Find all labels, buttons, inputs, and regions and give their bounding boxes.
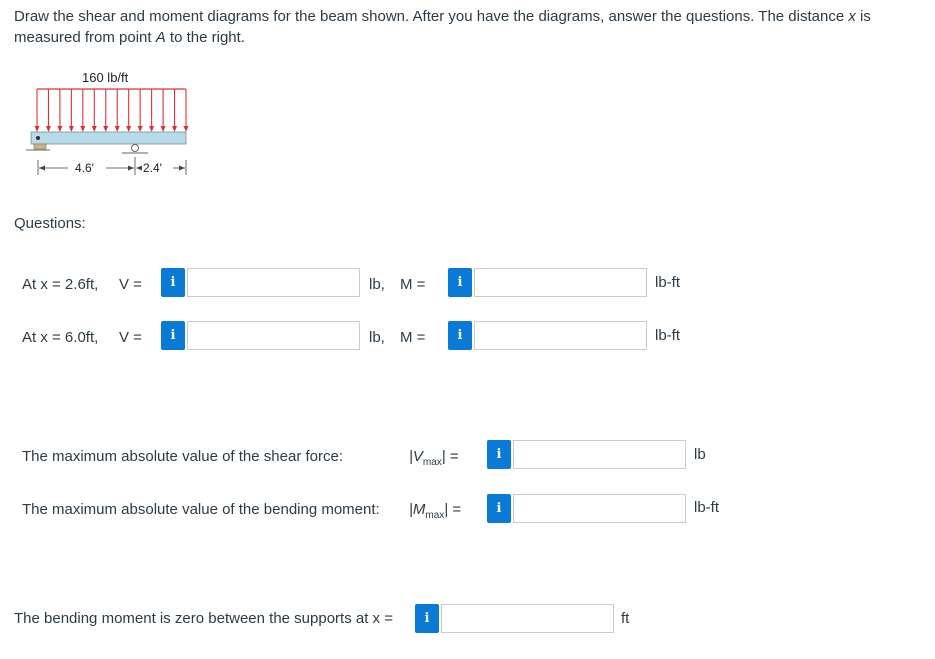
questions-heading: Questions: bbox=[14, 215, 86, 232]
load-arrow-head bbox=[138, 126, 143, 132]
q2-v-unit: lb, bbox=[369, 329, 385, 346]
load-arrow-head bbox=[80, 126, 85, 132]
mmax-info-icon[interactable]: i bbox=[487, 494, 511, 523]
dim-arrow-right bbox=[179, 166, 185, 171]
vmax-input[interactable] bbox=[513, 440, 686, 469]
load-arrow-head bbox=[46, 126, 51, 132]
distributed-load-label: 160 lb/ft bbox=[82, 70, 129, 85]
mmax-label: $|M_{max}|$ = bbox=[409, 501, 462, 521]
q2-m-label: M = bbox=[400, 329, 426, 346]
zero-input[interactable] bbox=[441, 604, 614, 633]
q1-m-label: M = bbox=[400, 276, 426, 293]
q1-m-unit: lb-ft bbox=[655, 274, 681, 291]
load-arrow-head bbox=[69, 126, 74, 132]
zero-info-icon[interactable]: i bbox=[415, 604, 439, 633]
load-arrow-head bbox=[35, 126, 40, 132]
dimension-left-label: 4.6' bbox=[75, 161, 94, 175]
load-arrow-head bbox=[172, 126, 177, 132]
pin-point-a bbox=[36, 136, 40, 140]
q2-at-label: At x = 6.0ft, bbox=[22, 329, 99, 346]
q1-v-info-icon[interactable]: i bbox=[161, 268, 185, 297]
vmax-info-icon[interactable]: i bbox=[487, 440, 511, 469]
roller-support bbox=[132, 145, 139, 152]
load-arrow-head bbox=[126, 126, 131, 132]
dim-arrow-mid-right bbox=[136, 166, 142, 171]
mmax-prompt: The maximum absolute value of the bending moment: bbox=[22, 501, 380, 518]
q1-v-input[interactable] bbox=[187, 268, 360, 297]
left-support bbox=[34, 144, 46, 149]
q2-m-unit: lb-ft bbox=[655, 327, 681, 344]
vmax-unit: lb bbox=[694, 446, 706, 463]
mmax-unit: lb-ft bbox=[694, 499, 720, 516]
q2-m-input[interactable] bbox=[474, 321, 647, 350]
load-arrow-head bbox=[115, 126, 120, 132]
load-arrow-head bbox=[149, 126, 154, 132]
zero-moment-prompt: The bending moment is zero between the supports at x = bbox=[14, 610, 393, 627]
mmax-input[interactable] bbox=[513, 494, 686, 523]
distributed-load-arrows bbox=[35, 89, 189, 132]
q1-m-input[interactable] bbox=[474, 268, 647, 297]
q1-m-info-icon[interactable]: i bbox=[448, 268, 472, 297]
q2-v-label: V = bbox=[119, 329, 142, 346]
load-arrow-head bbox=[57, 126, 62, 132]
vmax-label: $|V_{max}|$ = bbox=[409, 448, 459, 468]
zero-unit: ft bbox=[621, 610, 630, 627]
q2-m-info-icon[interactable]: i bbox=[448, 321, 472, 350]
vmax-prompt: The maximum absolute value of the shear force: bbox=[22, 448, 343, 465]
q2-v-input[interactable] bbox=[187, 321, 360, 350]
q2-v-info-icon[interactable]: i bbox=[161, 321, 185, 350]
load-arrow-head bbox=[161, 126, 166, 132]
q1-v-unit: lb, bbox=[369, 276, 385, 293]
dim-arrow-left bbox=[39, 166, 45, 171]
dimension-right-label: 2.4' bbox=[143, 161, 162, 175]
beam bbox=[31, 132, 186, 144]
beam-figure bbox=[20, 65, 200, 185]
q1-v-label: V = bbox=[119, 276, 142, 293]
load-arrow-head bbox=[92, 126, 97, 132]
load-arrow-head bbox=[103, 126, 108, 132]
dim-arrow-mid-left bbox=[128, 166, 134, 171]
problem-statement: Draw the shear and moment diagrams for the beam shown. After you have the diagrams, answer the questions. The distance x is measured from point A to the right. bbox=[14, 8, 871, 46]
load-arrow-head bbox=[184, 126, 189, 132]
q1-at-label: At x = 2.6ft, bbox=[22, 276, 99, 293]
